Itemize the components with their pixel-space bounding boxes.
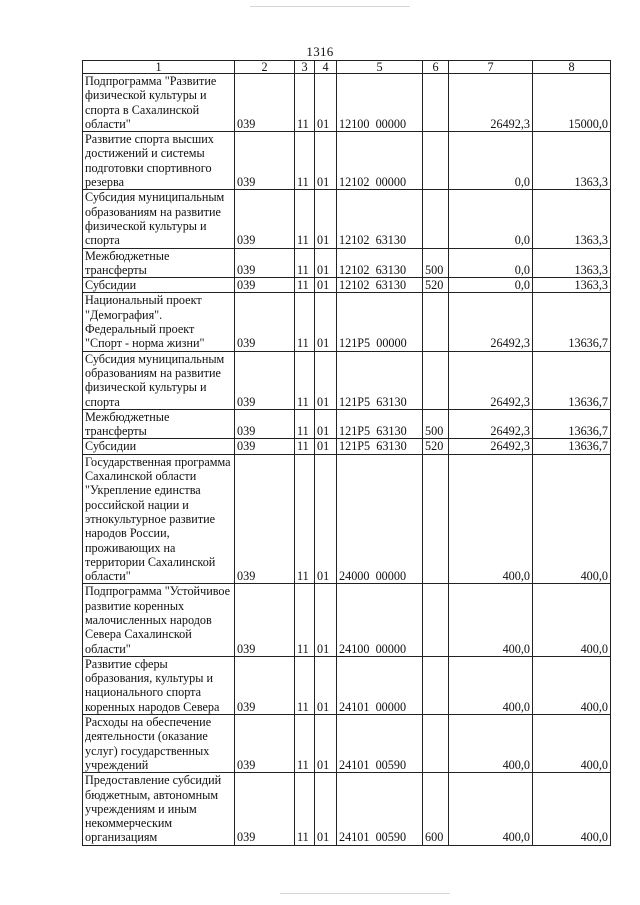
row-name: Межбюджетные трансферты (83, 248, 235, 278)
cell-section: 11 (295, 656, 315, 714)
budget-table (82, 60, 611, 846)
cell-section: 11 (295, 439, 315, 454)
cell-amount-7: 26492,3 (449, 74, 533, 132)
cell-target-article: 24100 00000 (337, 584, 423, 656)
cell-section: 11 (295, 773, 315, 845)
row-name: Развитие сферы образования, культуры и национального спорта коренных народов Севера (83, 656, 235, 714)
cell-amount-7: 26492,3 (449, 351, 533, 409)
cell-expense-type: 500 (423, 409, 449, 439)
cell-amount-7: 0,0 (449, 190, 533, 248)
cell-expense-type: 500 (423, 248, 449, 278)
cell-subsection: 01 (315, 248, 337, 278)
row-name: Национальный проект "Демография". Федеральный проект "Спорт - норма жизни" (83, 293, 235, 351)
row-name: Расходы на обеспечение деятельности (оказание услуг) государственных учреждений (83, 715, 235, 773)
row-name: Развитие спорта высших достижений и системы подготовки спортивного резерва (83, 132, 235, 190)
cell-ministry: 039 (235, 351, 295, 409)
cell-amount-8: 13636,7 (533, 409, 611, 439)
row-name: Субсидия муниципальным образованиям на развитие физической культуры и спорта (83, 351, 235, 409)
cell-target-article: 121P5 63130 (337, 409, 423, 439)
cell-expense-type (423, 132, 449, 190)
row-name: Подпрограмма "Устойчивое развитие коренных малочисленных народов Севера Сахалинской области" (83, 584, 235, 656)
page-number: 1316 (306, 44, 334, 59)
cell-ministry: 039 (235, 584, 295, 656)
cell-amount-7: 26492,3 (449, 293, 533, 351)
cell-target-article: 12100 00000 (337, 74, 423, 132)
table-row (83, 656, 611, 714)
cell-amount-7: 400,0 (449, 773, 533, 845)
cell-subsection: 01 (315, 439, 337, 454)
cell-amount-8: 1363,3 (533, 278, 611, 293)
cell-section: 11 (295, 74, 315, 132)
column-header: 3 (295, 61, 315, 74)
cell-section: 11 (295, 278, 315, 293)
cell-target-article: 24101 00000 (337, 656, 423, 714)
cell-expense-type (423, 74, 449, 132)
cell-target-article: 121P5 63130 (337, 351, 423, 409)
column-header: 4 (315, 61, 337, 74)
cell-subsection: 01 (315, 190, 337, 248)
cell-ministry: 039 (235, 656, 295, 714)
cell-amount-7: 26492,3 (449, 409, 533, 439)
cell-section: 11 (295, 190, 315, 248)
cell-amount-8: 400,0 (533, 454, 611, 584)
cell-amount-8: 1363,3 (533, 248, 611, 278)
row-name: Субсидии (83, 439, 235, 454)
cell-ministry: 039 (235, 439, 295, 454)
table-row (83, 439, 611, 454)
row-name: Предоставление субсидий бюджетным, автономным учреждениям и иным некоммерческим организациям (83, 773, 235, 845)
table-row (83, 278, 611, 293)
cell-expense-type: 520 (423, 439, 449, 454)
table-row (83, 351, 611, 409)
cell-amount-8: 400,0 (533, 584, 611, 656)
table-row (83, 773, 611, 845)
cell-subsection: 01 (315, 293, 337, 351)
cell-target-article: 12102 63130 (337, 278, 423, 293)
cell-section: 11 (295, 248, 315, 278)
cell-target-article: 24101 00590 (337, 773, 423, 845)
table-row (83, 409, 611, 439)
cell-amount-8: 15000,0 (533, 74, 611, 132)
cell-subsection: 01 (315, 351, 337, 409)
column-header: 6 (423, 61, 449, 74)
cell-subsection: 01 (315, 656, 337, 714)
row-name: Субсидии (83, 278, 235, 293)
cell-ministry: 039 (235, 190, 295, 248)
cell-subsection: 01 (315, 278, 337, 293)
cell-subsection: 01 (315, 132, 337, 190)
cell-expense-type (423, 293, 449, 351)
cell-amount-7: 0,0 (449, 278, 533, 293)
cell-amount-7: 400,0 (449, 584, 533, 656)
cell-section: 11 (295, 454, 315, 584)
cell-section: 11 (295, 293, 315, 351)
cell-ministry: 039 (235, 773, 295, 845)
cell-amount-7: 400,0 (449, 715, 533, 773)
cell-expense-type (423, 190, 449, 248)
cell-ministry: 039 (235, 132, 295, 190)
cell-subsection: 01 (315, 409, 337, 439)
cell-expense-type (423, 656, 449, 714)
row-name: Государственная программа Сахалинской области "Укрепление единства российской нации и этнокультурное развитие народов России, проживающих на территории Сахалинской области" (83, 454, 235, 584)
scan-artifact-bottom (280, 893, 450, 894)
row-name: Субсидия муниципальным образованиям на развитие физической культуры и спорта (83, 190, 235, 248)
cell-amount-8: 13636,7 (533, 351, 611, 409)
cell-amount-7: 400,0 (449, 656, 533, 714)
cell-amount-8: 13636,7 (533, 293, 611, 351)
cell-ministry: 039 (235, 74, 295, 132)
cell-subsection: 01 (315, 715, 337, 773)
cell-amount-8: 1363,3 (533, 190, 611, 248)
table-row (83, 190, 611, 248)
table-row (83, 293, 611, 351)
cell-ministry: 039 (235, 293, 295, 351)
cell-expense-type (423, 715, 449, 773)
row-name: Межбюджетные трансферты (83, 409, 235, 439)
cell-expense-type (423, 584, 449, 656)
cell-target-article: 12102 00000 (337, 132, 423, 190)
cell-expense-type (423, 351, 449, 409)
cell-section: 11 (295, 409, 315, 439)
cell-amount-7: 0,0 (449, 248, 533, 278)
table-row (83, 715, 611, 773)
cell-expense-type: 520 (423, 278, 449, 293)
column-header: 8 (533, 61, 611, 74)
column-header: 1 (83, 61, 235, 74)
cell-expense-type: 600 (423, 773, 449, 845)
cell-amount-8: 400,0 (533, 656, 611, 714)
cell-ministry: 039 (235, 454, 295, 584)
cell-subsection: 01 (315, 454, 337, 584)
table-row (83, 74, 611, 132)
cell-target-article: 12102 63130 (337, 190, 423, 248)
cell-amount-8: 1363,3 (533, 132, 611, 190)
table-header-row (83, 61, 611, 74)
table-row (83, 454, 611, 584)
cell-ministry: 039 (235, 715, 295, 773)
cell-section: 11 (295, 351, 315, 409)
cell-section: 11 (295, 132, 315, 190)
cell-amount-7: 0,0 (449, 132, 533, 190)
column-header: 7 (449, 61, 533, 74)
cell-target-article: 121P5 00000 (337, 293, 423, 351)
cell-subsection: 01 (315, 584, 337, 656)
cell-amount-7: 26492,3 (449, 439, 533, 454)
cell-ministry: 039 (235, 278, 295, 293)
table-row (83, 248, 611, 278)
cell-section: 11 (295, 584, 315, 656)
cell-ministry: 039 (235, 409, 295, 439)
row-name: Подпрограмма "Развитие физической культуры и спорта в Сахалинской области" (83, 74, 235, 132)
cell-subsection: 01 (315, 74, 337, 132)
cell-amount-8: 400,0 (533, 773, 611, 845)
scan-artifact-top (250, 6, 410, 7)
cell-ministry: 039 (235, 248, 295, 278)
table-row (83, 584, 611, 656)
cell-target-article: 24000 00000 (337, 454, 423, 584)
cell-target-article: 12102 63130 (337, 248, 423, 278)
cell-subsection: 01 (315, 773, 337, 845)
cell-target-article: 24101 00590 (337, 715, 423, 773)
cell-amount-7: 400,0 (449, 454, 533, 584)
table-row (83, 132, 611, 190)
cell-amount-8: 400,0 (533, 715, 611, 773)
column-header: 5 (337, 61, 423, 74)
column-header: 2 (235, 61, 295, 74)
cell-amount-8: 13636,7 (533, 439, 611, 454)
cell-target-article: 121P5 63130 (337, 439, 423, 454)
cell-expense-type (423, 454, 449, 584)
cell-section: 11 (295, 715, 315, 773)
